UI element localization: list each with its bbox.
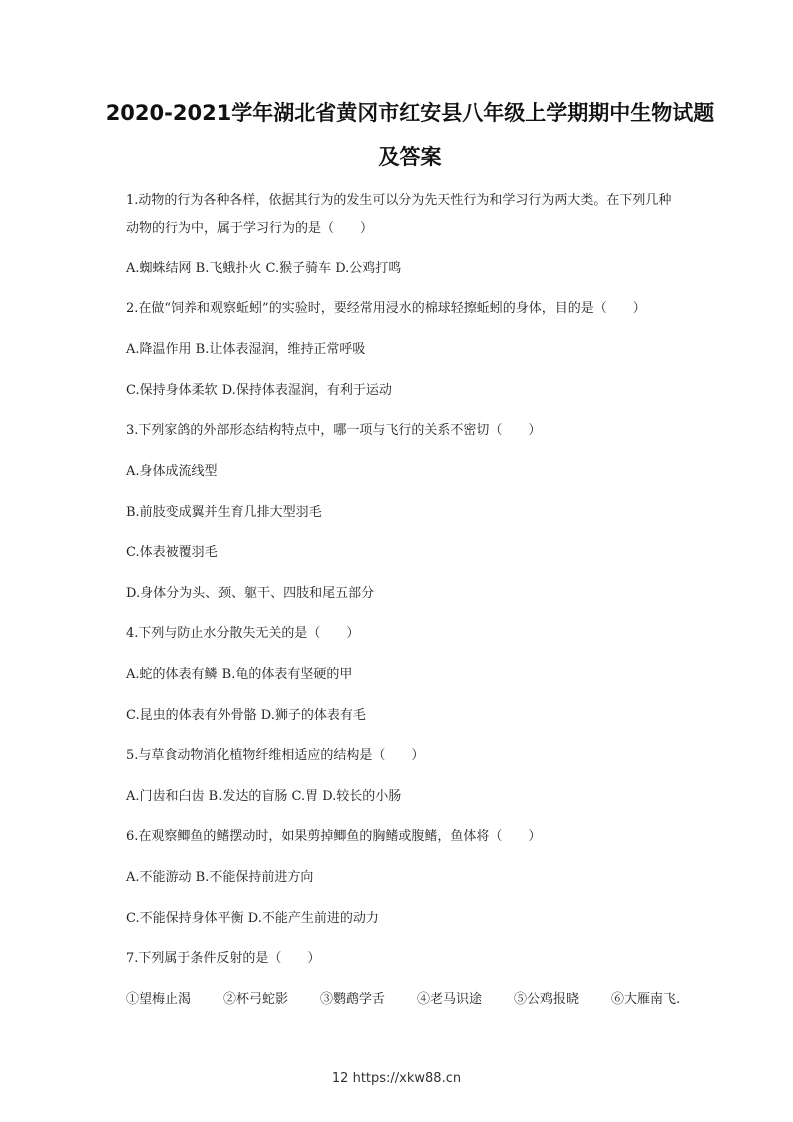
question-4-options-cd: C.昆虫的体表有外骨骼 D.狮子的体表有毛	[126, 708, 366, 723]
page-footer: 12 https://xkw88.cn	[331, 1071, 462, 1086]
question-3-option-c: C.体表被覆羽毛	[126, 545, 218, 560]
question-2-options-cd: C.保持身体柔软 D.保持体表湿润，有利于运动	[126, 383, 392, 398]
question-7-item: ③鹦鹉学舌	[320, 992, 386, 1007]
document-title-line2: 及答案	[378, 145, 442, 169]
question-7-item: ⑤公鸡报晓	[514, 992, 580, 1007]
question-3-option-a: A.身体成流线型	[126, 464, 218, 479]
question-2-options-ab: A.降温作用 B.让体表湿润，维持正常呼吸	[126, 342, 366, 357]
question-6-options-cd: C.不能保持身体平衡 D.不能产生前进的动力	[126, 911, 379, 926]
question-4-options-ab: A.蛇的体表有鳞 B.龟的体表有坚硬的甲	[126, 667, 353, 682]
document-title-line1: 2020-2021学年湖北省黄冈市红安县八年级上学期期中生物试题	[105, 101, 715, 125]
question-1-options: A.蜘蛛结网 B.飞蛾扑火 C.猴子骑车 D.公鸡打鸣	[126, 261, 402, 276]
question-6-options-ab: A.不能游动 B.不能保持前进方向	[126, 870, 314, 885]
question-6-stem: 6.在观察鲫鱼的鳍摆动时，如果剪掉鲫鱼的胸鳍或腹鳍，鱼体将（ ）	[126, 829, 542, 844]
question-2-stem: 2.在做“饲养和观察蚯蚓”的实验时，要经常用浸水的棉球轻擦蚯蚓的身体，目的是（ ）	[126, 301, 646, 316]
question-1-stem-line2: 动物的行为中，属于学习行为的是（ ）	[126, 221, 374, 236]
question-3-option-d: D.身体分为头、颈、躯干、四肢和尾五部分	[126, 586, 375, 601]
question-4-stem: 4.下列与防止水分散失无关的是（ ）	[126, 626, 360, 641]
question-5-options: A.门齿和臼齿 B.发达的盲肠 C.胃 D.较长的小肠	[126, 789, 402, 804]
question-7-item: ①望梅止渴	[126, 992, 192, 1007]
question-7-item: ⑥大雁南飞.	[611, 992, 681, 1007]
question-1-stem-line1: 1.动物的行为各种各样，依据其行为的发生可以分为先天性行为和学习行为两大类。在下列几种	[126, 193, 672, 208]
question-7-items	[126, 991, 680, 1009]
question-3-option-b: B.前肢变成翼并生育几排大型羽毛	[126, 505, 322, 520]
question-7-stem: 7.下列属于条件反射的是（ ）	[126, 951, 321, 966]
question-3-stem: 3.下列家鸽的外部形态结构特点中，哪一项与飞行的关系不密切（ ）	[126, 423, 542, 438]
question-5-stem: 5.与草食动物消化植物纤维相适应的结构是（ ）	[126, 748, 425, 763]
question-7-item: ②杯弓蛇影	[223, 992, 289, 1007]
question-7-item: ④老马识途	[417, 992, 483, 1007]
